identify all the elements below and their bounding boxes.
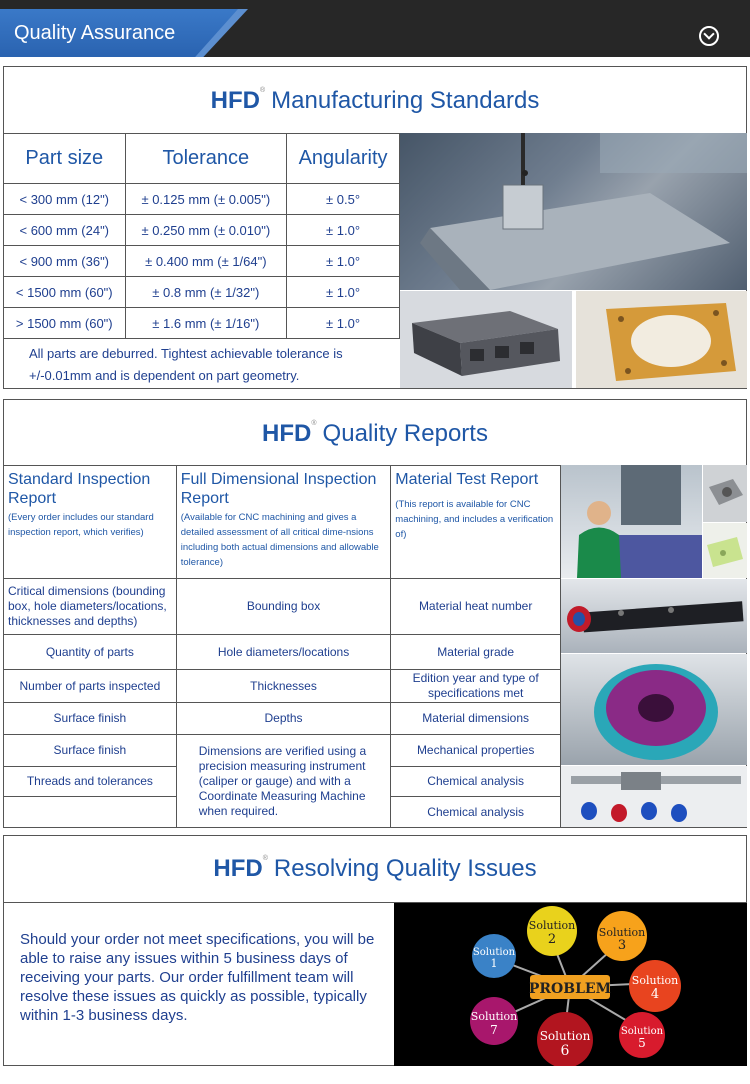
table-cell: Surface finish [4,735,177,767]
quality-reports-table [3,465,561,828]
table-row [4,703,561,735]
table-cell: < 1500 mm (60") [4,277,126,308]
solution-bubble-word: Solution [631,974,679,987]
brand-label: HFD [213,855,263,882]
problem-label: PROBLEM [528,981,612,997]
metal-part-illustration [703,465,747,522]
solution-bubble-word: Solution [472,947,516,958]
solution-bubble-number: 4 [650,987,660,1002]
table-cell: Chemical analysis [391,767,561,797]
blue-rail-photo [561,579,747,653]
cmm-probe-illustration [400,133,747,290]
quality-reports-title [4,420,746,448]
tolerance-note: All parts are deburred. Tightest achievable tolerance is +/-0.01mm and is dependent on part geometry. [29,346,343,383]
section-heading: Resolving Quality Issues [273,855,537,882]
solution-bubble-word: Solution [539,1029,591,1043]
table-cell: Dimensions are verified using a precision measuring instrument (caliper or gauge) and with a Coordinate Measuring Machine when required. [176,735,391,828]
quality-reports-section [3,399,747,828]
table-cell: Critical dimensions (bounding box, hole diameters/locations, thicknesses and depths) [4,579,177,635]
table-cell: Mechanical properties [391,735,561,767]
table-row [4,308,400,339]
table-cell: Edition year and type of specifications met [391,670,561,703]
brass-plate-photo [576,291,747,388]
table-cell: ± 0.250 mm (± 0.010") [125,215,287,246]
table-cell: Bounding box [176,579,391,635]
table-cell: Thicknesses [176,670,391,703]
table-cell: ± 1.0° [287,215,400,246]
solution-bubble-number: 1 [490,957,498,970]
table-cell: ± 0.125 mm (± 0.005") [125,184,287,215]
solution-bubble-number: 6 [560,1043,570,1059]
gear-pulley-illustration [561,654,747,765]
registered-mark: ® [262,855,268,862]
solution-bubble-word: Solution [528,919,576,932]
table-row [4,277,400,308]
table-row [4,246,400,277]
table-header-row [4,134,400,184]
solution-bubble-number: 7 [490,1023,498,1037]
resolving-issues-section [3,835,747,1066]
solution-bubble-number: 3 [617,938,627,953]
machined-block-photo [400,291,572,388]
machined-block-illustration [400,291,572,388]
metal-part-photo [703,465,747,522]
cmm-probe-photo [400,133,747,290]
table-cell: < 600 mm (24") [4,215,126,246]
table-cell: ± 1.6 mm (± 1/16") [125,308,287,339]
table-cell: ± 1.0° [287,308,400,339]
problem-solution-graphic [394,903,747,1066]
column-header-angularity: Angularity [287,134,400,184]
gear-pulley-photo [561,654,747,765]
table-cell: Number of parts inspected [4,670,177,703]
green-part-photo [703,523,747,578]
solution-bubble-word: Solution [598,926,646,939]
solution-bubble-word: Solution [620,1026,664,1037]
full-dimensional-title: Full Dimensional Inspection Report [180,471,377,507]
brass-plate-illustration [576,291,747,388]
inspector-illustration [561,465,702,578]
manufacturing-standards-section [3,66,747,389]
resolution-paragraph: Should your order not meet specifications, you will be able to raise any issues within 5 business days of receiving your parts. Our order fulfillment team will resolve these issues as quickly as possible, typically within 1-3 business days. [20,931,375,1024]
column-header-part-size: Part size [4,134,126,184]
section-header-bar [0,0,750,57]
table-cell: > 1500 mm (60") [4,308,126,339]
solution-bubble-number: 5 [638,1036,646,1050]
table-cell [4,797,177,828]
table-row [4,215,400,246]
table-cell: < 300 mm (12") [4,184,126,215]
table-row [4,184,400,215]
table-cell: Chemical analysis [391,797,561,828]
table-cell: Material grade [391,635,561,670]
solution-bubble-number: 2 [547,932,557,947]
inspector-photo [561,465,702,578]
standard-inspection-subtitle: (Every order includes our standard inspection report, which verifies) [8,512,154,538]
green-part-illustration [703,523,747,578]
chevron-down-icon[interactable] [699,26,719,46]
manufacturing-standards-table [3,133,400,339]
problem-solution-diagram [394,903,747,1066]
report-header-row [4,466,561,579]
solution-bubble-word: Solution [470,1010,518,1023]
table-cell: ± 1.0° [287,277,400,308]
registered-mark: ® [259,87,266,94]
brand-label: HFD [210,87,260,114]
material-test-title: Material Test Report [395,471,539,488]
table-row [4,635,561,670]
section-heading: Quality Reports [322,420,488,447]
table-cell: Material heat number [391,579,561,635]
manufacturing-standards-title [4,87,746,115]
table-cell: Threads and tolerances [4,767,177,797]
material-test-header [391,466,561,579]
table-cell: Hole diameters/locations [176,635,391,670]
table-cell: ± 0.5° [287,184,400,215]
table-cell: Material dimensions [391,703,561,735]
blue-rail-illustration [561,579,747,653]
registered-mark: ® [311,420,317,427]
table-row [4,670,561,703]
table-cell: Depths [176,703,391,735]
full-dimensional-subtitle: (Available for CNC machining and gives a detailed assessment of all critical dime-nsions including both actual dimensions and allowable tolerance) [180,512,379,568]
table-cell: ± 0.8 mm (± 1/32") [125,277,287,308]
table-row [4,735,561,767]
caliper-photo [561,766,747,827]
table-cell: ± 1.0° [287,246,400,277]
material-test-subtitle: (This report is available for CNC machining, and includes a verification of) [395,499,554,540]
column-header-tolerance: Tolerance [125,134,287,184]
section-heading: Manufacturing Standards [271,87,540,114]
resolving-issues-title [4,855,746,883]
table-cell: < 900 mm (36") [4,246,126,277]
brand-label: HFD [262,420,312,447]
table-cell: Surface finish [4,703,177,735]
full-dimensional-header [176,466,391,579]
table-row [4,579,561,635]
caliper-illustration [561,766,747,827]
standard-inspection-header [4,466,177,579]
table-cell: ± 0.400 mm (± 1/64") [125,246,287,277]
table-cell: Quantity of parts [4,635,177,670]
page-title: Quality Assurance [14,22,176,44]
standard-inspection-title: Standard Inspection Report [8,471,151,507]
